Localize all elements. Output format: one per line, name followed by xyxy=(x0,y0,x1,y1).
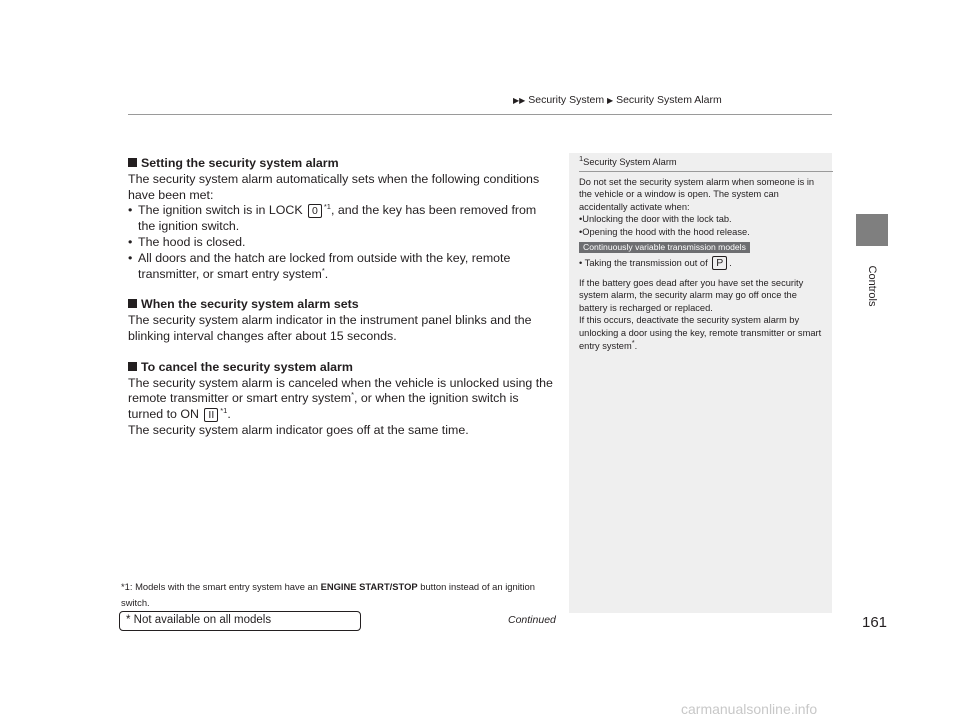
header-divider xyxy=(128,114,832,115)
note-paragraph: If this occurs, deactivate the security system alarm by unlocking a door using the key, remote transmitter or smart entry system*. xyxy=(579,315,822,351)
side-note xyxy=(569,153,827,352)
availability-note: * Not available on all models xyxy=(126,614,272,626)
note-bullet: • Taking the transmission out of P . xyxy=(579,256,732,269)
paragraph: The security system alarm is canceled when the vehicle is unlocked using the remote transmitter or smart entry system*, or when the ignition switch is turned to ON II $^{*1}$. xyxy=(128,375,553,422)
list-item: • All doors and the hatch are locked from outside with the key, remote transmitter, or smart entry system*. xyxy=(128,251,556,283)
arrow-icon: ▶▶ xyxy=(513,96,526,105)
square-bullet-icon xyxy=(128,158,137,167)
breadcrumb-item: Security System Alarm xyxy=(616,94,722,106)
breadcrumb xyxy=(513,94,722,106)
condition-list xyxy=(128,203,556,282)
main-content xyxy=(128,156,556,439)
list-item: • The ignition switch is in LOCK 0 $^{*1}$, and the key has been removed from the ignition switch. xyxy=(128,203,556,235)
note-paragraph: Do not set the security system alarm when someone is in the vehicle or a window is open. The system can accidentally activate when: xyxy=(579,176,815,212)
list-item: • The hood is closed. xyxy=(128,235,556,251)
square-bullet-icon xyxy=(128,299,137,308)
note-divider xyxy=(579,171,833,172)
page-number: 161 xyxy=(862,614,888,631)
breadcrumb-item: Security System xyxy=(528,94,605,106)
footnote: *1: Models with the smart entry system have an ENGINE START/STOP button instead of an ignition switch. xyxy=(121,581,535,608)
continued-label: Continued xyxy=(508,614,556,626)
watermark: carmanualsonline.info xyxy=(681,701,818,717)
section-heading: Setting the security system alarm xyxy=(128,156,556,172)
key-position-icon: 0 xyxy=(308,204,322,218)
square-bullet-icon xyxy=(128,362,137,371)
section-heading: To cancel the security system alarm xyxy=(128,360,556,376)
key-position-icon: P xyxy=(712,256,727,270)
availability-note-box xyxy=(119,611,361,631)
arrow-icon: ▶ xyxy=(607,96,614,105)
section-tab-marker xyxy=(856,214,888,246)
note-title: $^1$Security System Alarm xyxy=(579,153,677,167)
paragraph: The security system alarm indicator goes off at the same time. xyxy=(128,422,469,437)
paragraph: The security system alarm automatically sets when the following conditions have been met: xyxy=(128,171,540,202)
note-paragraph: If the battery goes dead after you have set the security system alarm, the security alarm may go off once the battery is recharged or replaced. xyxy=(579,277,804,313)
note-bullet: •Opening the hood with the hood release. xyxy=(579,226,750,237)
key-position-icon: II xyxy=(204,408,218,422)
model-badge: Continuously variable transmission models xyxy=(579,242,750,253)
paragraph: The security system alarm indicator in the instrument panel blinks and the blinking interval changes after about 15 seconds. xyxy=(128,313,532,343)
section-tab-label: Controls xyxy=(866,265,878,307)
section-heading: When the security system alarm sets xyxy=(128,297,556,313)
note-bullet: •Unlocking the door with the lock tab. xyxy=(579,214,732,225)
